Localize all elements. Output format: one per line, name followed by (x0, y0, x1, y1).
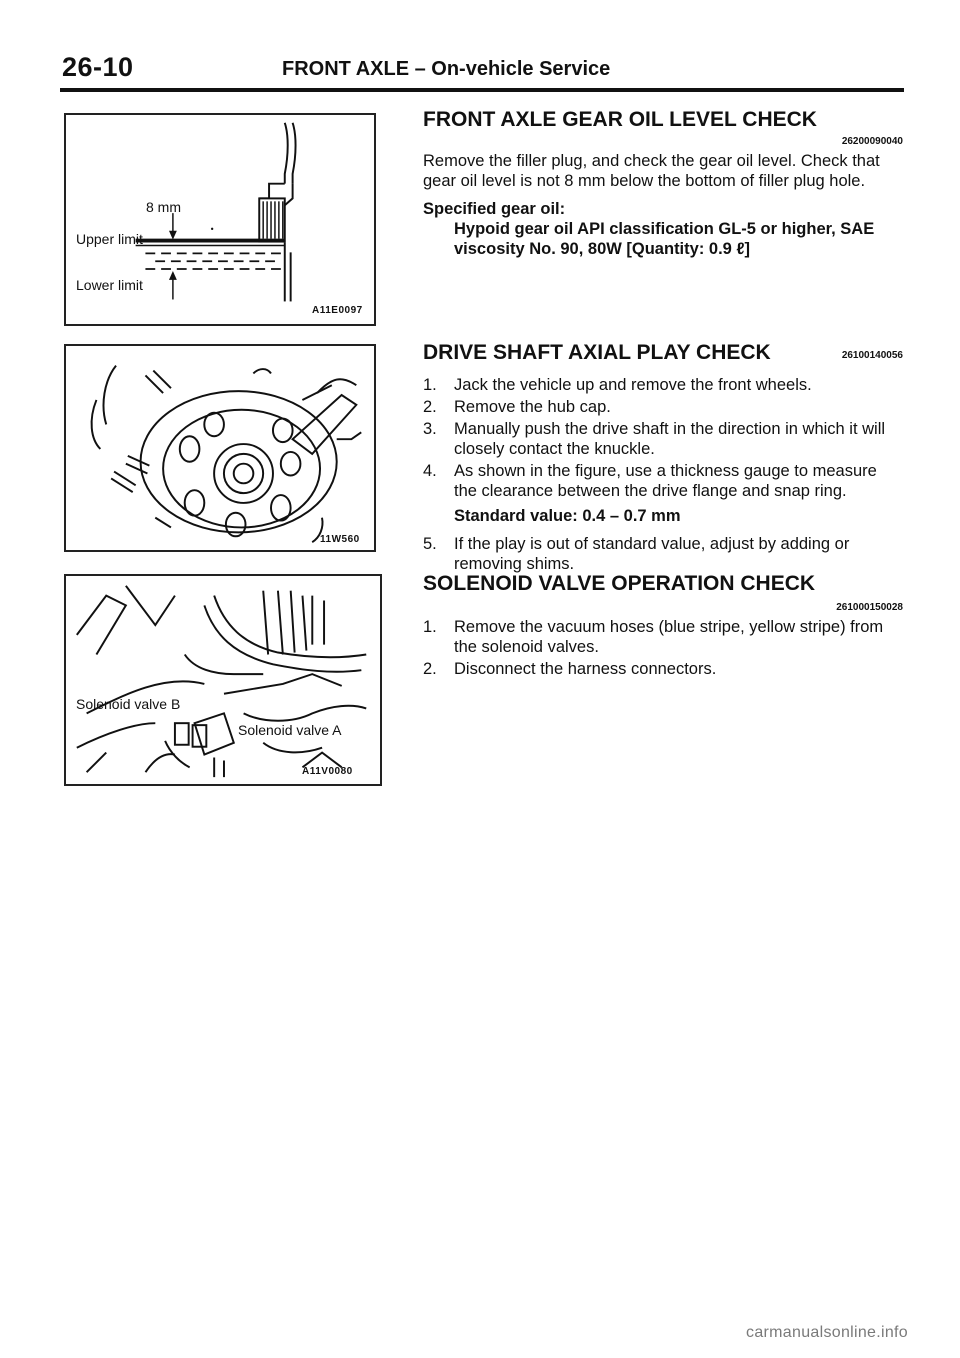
list-item: 2. Disconnect the harness connectors. (423, 660, 717, 678)
figure-drive-shaft (64, 344, 376, 552)
list-item: 3. Manually push the drive shaft in the direction in which it will closely contact the knuckle. (423, 420, 886, 458)
list-item: 1. Jack the vehicle up and remove the front wheels. (423, 376, 812, 394)
spec-label: Specified gear oil: (423, 200, 566, 218)
figure-code: 11W560 (320, 534, 360, 545)
footer-watermark: carmanualsonline.info (746, 1324, 908, 1341)
drive-shaft-drawing (66, 346, 374, 550)
step-list (423, 617, 903, 679)
label-upper-limit: Upper limit (76, 231, 143, 247)
page-number: 26-10 (62, 52, 134, 82)
section-drive-shaft (423, 341, 903, 576)
section-title: DRIVE SHAFT AXIAL PLAY CHECK (423, 341, 771, 364)
figure-oil-level (64, 113, 376, 326)
label-solenoid-valve-a: Solenoid valve A (238, 722, 342, 738)
section-solenoid (423, 572, 903, 681)
standard-value: Standard value: 0.4 – 0.7 mm (454, 507, 681, 525)
label-solenoid-valve-b: Solenoid valve B (76, 696, 181, 712)
list-item: 5. If the play is out of standard value, adjust by adding or removing shims. (423, 535, 850, 573)
section-title: FRONT AXLE GEAR OIL LEVEL CHECK (423, 108, 817, 131)
step-list (423, 534, 903, 574)
section-code: 26200090040 (841, 136, 903, 147)
figure-solenoid (64, 574, 382, 786)
header-rule (60, 88, 904, 92)
figure-code: A11V0080 (302, 766, 353, 777)
spec-value: Hypoid gear oil API classification GL-5 or higher, SAE viscosity No. 90, 80W [Quantity: 0.9 ℓ] (454, 220, 875, 258)
section-title: SOLENOID VALVE OPERATION CHECK (423, 572, 816, 595)
section-text: Remove the filler plug, and check the gear oil level. Check that gear oil level is not 8 mm below the bottom of filler plug hole. (423, 152, 880, 190)
label-8mm: 8 mm (146, 199, 181, 215)
section-code: 26100140056 (841, 350, 903, 361)
figure-code: A11E0097 (312, 305, 363, 316)
list-item: 2. Remove the hub cap. (423, 398, 611, 416)
solenoid-drawing (66, 576, 380, 784)
step-list (423, 375, 903, 501)
page-header-title: FRONT AXLE – On-vehicle Service (282, 58, 611, 80)
list-item: 1. Remove the vacuum hoses (blue stripe, yellow stripe) from the solenoid valves. (423, 618, 884, 656)
section-code: 261000150028 (836, 602, 903, 613)
list-item: 4. As shown in the figure, use a thickness gauge to measure the clearance between the drive flange and snap ring. (423, 462, 877, 500)
label-lower-limit: Lower limit (76, 277, 143, 293)
section-gear-oil (423, 108, 903, 259)
